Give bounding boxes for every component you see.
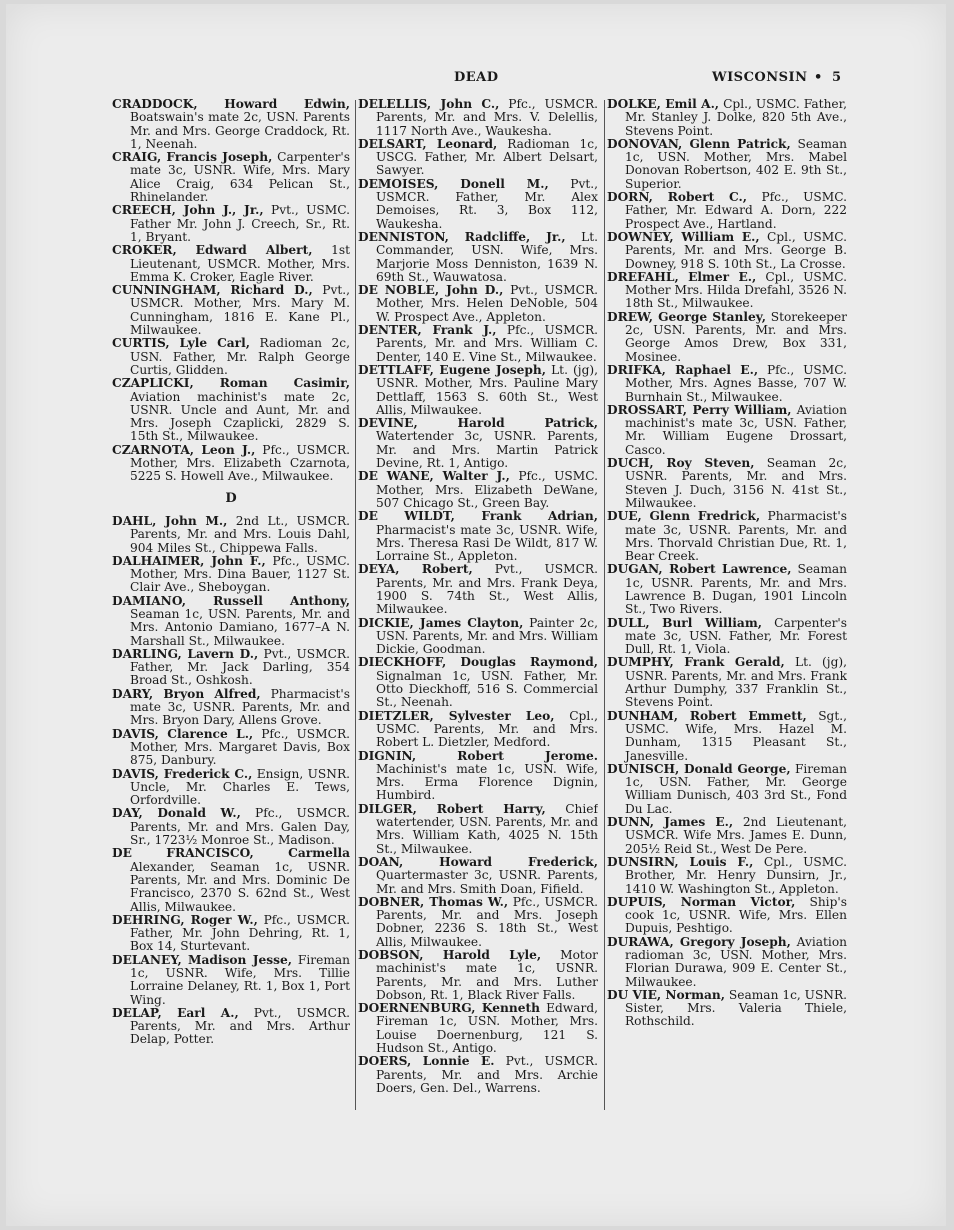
casualty-entry	[607, 457, 847, 510]
casualty-details: Ensign, USNR. Uncle, Mr. Charles E. Tews, Orfordville.	[130, 766, 350, 808]
casualty-name: CZARNOTA, Leon J.,	[112, 442, 256, 457]
casualty-entry	[358, 231, 598, 284]
casualty-entry	[607, 191, 847, 231]
casualty-details: Pfc., USMC. Mother, Mrs. Elizabeth DeWane, 507 Chicago St., Green Bay.	[376, 469, 598, 510]
casualty-name: DEYA, Robert,	[358, 562, 473, 577]
casualty-entry	[358, 1055, 598, 1095]
casualty-name: DIECKHOFF, Douglas Raymond,	[358, 655, 598, 670]
casualty-name: DREFAHL, Elmer E.,	[607, 269, 757, 284]
casualty-name: DE WANE, Walter J.,	[358, 469, 510, 484]
casualty-entry	[607, 231, 847, 271]
casualty-name: DELELLIS, John C.,	[358, 98, 500, 111]
casualty-name: DOERS, Lonnie E.	[358, 1054, 495, 1069]
casualty-name: DELSART, Leonard,	[358, 136, 498, 151]
casualty-entry	[112, 688, 350, 728]
casualty-details: Pfc., USMC. Mother, Mrs. Dina Bauer, 1127 St. Clair Ave., Sheboygan.	[130, 553, 350, 595]
casualty-name: CRAIG, Francis Joseph,	[112, 150, 273, 165]
casualty-entry	[112, 151, 350, 204]
casualty-details: Machinist's mate 1c, USN. Wife, Mrs. Erma Florence Dignin, Humbird.	[376, 761, 598, 803]
casualty-entry	[358, 656, 598, 709]
casualty-name: DENNISTON, Radcliffe, Jr.,	[358, 229, 566, 244]
casualty-entry	[358, 284, 598, 324]
casualty-entry	[358, 510, 598, 563]
casualty-name: CREECH, John J., Jr.,	[112, 203, 264, 218]
page-number: 5	[832, 70, 842, 85]
casualty-details: Aviation machinist's mate 2c, USNR. Uncle and Aunt, Mr. and Mrs. Joseph Czaplicki, 2829 S. 15th St., Milwaukee.	[130, 389, 350, 444]
casualty-name: DOLKE, Emil A.,	[607, 98, 720, 111]
casualty-entry	[607, 936, 847, 989]
casualty-name: DE FRANCISCO, Carmella	[112, 846, 350, 861]
casualty-details: Seaman 1c, USNR. Parents, Mr. and Mrs. Lawrence B. Dugan, 1901 Lincoln St., Two Rivers.	[625, 562, 847, 617]
casualty-details: Pvt., USMC. Father Mr. John J. Creech, Sr., Rt. 1, Bryant.	[130, 203, 350, 244]
casualty-name: DIGNIN, Robert Jerome.	[358, 748, 598, 763]
casualty-entry	[112, 444, 350, 484]
casualty-entry	[358, 417, 598, 470]
casualty-entry	[607, 510, 847, 563]
casualty-entry	[607, 98, 847, 138]
casualty-details: Carpenter's mate 3c, USN. Father, Mr. Forest Dull, Rt. 1, Viola.	[625, 615, 847, 657]
casualty-details: Pharmacist's mate 3c, USNR. Parents, Mr. and Mrs. Bryon Dary, Allens Grove.	[130, 686, 350, 728]
casualty-entry	[358, 803, 598, 856]
casualty-name: DAMIANO, Russell Anthony,	[112, 593, 350, 608]
bullet-separator: •	[814, 70, 823, 85]
casualty-details: 2nd Lieutenant, USMCR. Wife Mrs. James E. Dunn, 205½ Reid St., West De Pere.	[625, 815, 847, 856]
casualty-entry	[358, 856, 598, 896]
casualty-entry	[358, 470, 598, 510]
casualty-details: Boatswain's mate 2c, USN. Parents Mr. and Mrs. George Craddock, Rt. 1, Neenah.	[130, 110, 350, 151]
casualty-entry	[358, 138, 598, 178]
casualty-entry	[607, 816, 847, 856]
casualty-name: DARLING, Lavern D.,	[112, 646, 259, 661]
casualty-entry	[112, 954, 350, 1007]
casualty-name: DUCH, Roy Steven,	[607, 456, 755, 471]
casualty-entry	[112, 284, 350, 337]
casualty-details: Pfc., USMCR. Parents, Mr. and Mrs. Joseph Dobner, 2236 S. 18th St., West Allis, Milwaukee.	[376, 894, 598, 949]
casualty-entry	[112, 595, 350, 648]
casualty-entry	[112, 98, 350, 151]
casualty-entry	[358, 98, 598, 138]
casualty-details: Lt. (jg), USNR. Mother, Mrs. Pauline Mary Dettlaff, 1563 S. 60th St., West Allis, Milwaukee.	[376, 362, 598, 417]
casualty-details: Aviation radioman 3c, USN. Mother, Mrs. Florian Durawa, 909 E. Center St., Milwaukee.	[625, 934, 847, 989]
casualty-entry	[607, 856, 847, 896]
casualty-entry	[607, 617, 847, 657]
casualty-name: DUNHAM, Robert Emmett,	[607, 708, 807, 723]
casualty-name: DEMOISES, Donell M.,	[358, 176, 549, 191]
casualty-entry	[358, 710, 598, 750]
casualty-details: Fireman 1c, USNR. Wife, Mrs. Tillie Lorraine Delaney, Rt. 1, Box 1, Port Wing.	[130, 952, 350, 1007]
casualty-entry	[358, 324, 598, 364]
casualty-name: DRIFKA, Raphael E.,	[607, 362, 759, 377]
casualty-name: DROSSART, Perry William,	[607, 402, 792, 417]
casualty-entry	[112, 244, 350, 284]
casualty-name: DU VIE, Norman,	[607, 987, 726, 1002]
casualty-details: Watertender 3c, USNR. Parents, Mr. and Mrs. Martin Patrick Devine, Rt. 1, Antigo.	[376, 429, 598, 471]
casualty-entry	[607, 563, 847, 616]
casualty-details: Lt. (jg), USNR. Parents, Mr. and Mrs. Frank Arthur Dumphy, 337 Franklin St., Stevens Point.	[625, 655, 847, 710]
column-divider	[604, 100, 605, 1110]
casualty-details: Pharmacist's mate 3c, USNR. Parents, Mr. and Mrs. Thorvald Christian Due, Rt. 1, Bear Creek.	[625, 509, 847, 564]
casualty-name: DEVINE, Harold Patrick,	[358, 416, 598, 431]
casualty-entry	[112, 847, 350, 913]
casualty-entry	[112, 555, 350, 595]
casualty-name: DICKIE, James Clayton,	[358, 615, 524, 630]
casualty-details: Lt. Commander, USN. Wife, Mrs. Marjorie Moss Denniston, 1639 N. 69th St., Wauwatosa.	[376, 229, 598, 284]
casualty-name: DE NOBLE, John D.,	[358, 283, 504, 298]
casualty-entry	[112, 515, 350, 555]
casualty-details: Painter 2c, USN. Parents, Mr. and Mrs. William Dickie, Goodman.	[376, 615, 598, 657]
document-page	[6, 4, 946, 1226]
casualty-details: Seaman 2c, USNR. Parents, Mr. and Mrs. Steven J. Duch, 3156 N. 41st St., Milwaukee.	[625, 456, 847, 510]
casualty-name: DURAWA, Gregory Joseph,	[607, 934, 791, 949]
casualty-name: DUGAN, Robert Lawrence,	[607, 562, 792, 577]
casualty-entry	[112, 768, 350, 808]
casualty-details: Pvt., USMCR. Father, Mr. Jack Darling, 354 Broad St., Oshkosh.	[130, 646, 350, 688]
casualty-details: Ship's cook 1c, USNR. Wife, Mrs. Ellen Dupuis, Peshtigo.	[625, 894, 847, 936]
casualty-details: Sgt., USMC. Wife, Mrs. Hazel M. Dunham, 1315 Pleasant St., Janesville.	[625, 708, 847, 763]
casualty-entry	[607, 404, 847, 457]
casualty-entry	[358, 949, 598, 1002]
casualty-entry	[112, 728, 350, 768]
casualty-name: DOERNENBURG, Kenneth	[358, 1001, 540, 1016]
page-header	[6, 70, 946, 90]
casualty-details: Pfc., USMCR. Mother, Mrs. Margaret Davis, Box 875, Danbury.	[130, 726, 350, 768]
casualty-entry	[358, 178, 598, 231]
casualty-entry	[607, 311, 847, 364]
casualty-name: DENTER, Frank J.,	[358, 323, 497, 338]
casualty-details: Cpl., USMC. Parents, Mr. and Mrs. George B. Downey, 918 S. 10th St., La Crosse.	[625, 229, 847, 271]
casualty-entry	[112, 807, 350, 847]
casualty-name: DUNSIRN, Louis F.,	[607, 854, 754, 869]
casualty-details: Seaman 1c, USN. Mother, Mrs. Mabel Donovan Robertson, 402 E. 9th St., Superior.	[625, 136, 847, 191]
casualty-entry	[358, 896, 598, 949]
casualty-entry	[112, 648, 350, 688]
casualty-name: DIETZLER, Sylvester Leo,	[358, 708, 555, 723]
casualty-name: DUMPHY, Frank Gerald,	[607, 655, 785, 670]
casualty-entry	[112, 1007, 350, 1047]
casualty-name: CROKER, Edward Albert,	[112, 243, 313, 258]
casualty-details: 2nd Lt., USMCR. Parents, Mr. and Mrs. Louis Dahl, 904 Miles St., Chippewa Falls.	[130, 513, 350, 555]
casualty-entry	[358, 750, 598, 803]
casualty-details: Radioman 2c, USN. Father, Mr. Ralph George Curtis, Glidden.	[130, 336, 350, 377]
casualty-name: DOBNER, Thomas W.,	[358, 894, 509, 909]
casualty-entry	[112, 377, 350, 443]
casualty-name: DAVIS, Frederick C.,	[112, 766, 253, 781]
casualty-name: DORN, Robert C.,	[607, 190, 748, 205]
casualty-details: Pvt., USMCR. Father, Mr. Alex Demoises, Rt. 3, Box 112, Waukesha.	[376, 176, 598, 231]
casualty-details: Chief watertender, USN. Parents, Mr. and Mrs. William Kath, 4025 N. 15th St., Milwaukee.	[376, 801, 598, 856]
column-2	[358, 98, 598, 1114]
casualty-name: DARY, Bryon Alfred,	[112, 686, 261, 701]
casualty-details: Pvt., USMCR. Mother, Mrs. Mary M. Cunningham, 1816 E. Kane Pl., Milwaukee.	[130, 283, 350, 338]
casualty-entry	[112, 337, 350, 377]
casualty-name: DAVIS, Clarence L.,	[112, 726, 254, 741]
casualty-name: CURTIS, Lyle Carl,	[112, 336, 250, 351]
casualty-name: CRADDOCK, Howard Edwin,	[112, 98, 350, 111]
casualty-details: Quartermaster 3c, USNR. Parents, Mr. and Mrs. Smith Doan, Fifield.	[376, 868, 598, 896]
casualty-details: Cpl., USMC. Parents, Mr. and Mrs. Robert L. Dietzler, Medford.	[376, 708, 598, 750]
casualty-name: DOAN, Howard Frederick,	[358, 854, 598, 869]
casualty-entry	[112, 914, 350, 954]
casualty-name: DAY, Donald W.,	[112, 806, 241, 821]
casualty-details: Seaman 1c, USN. Parents, Mr. and Mrs. Antonio Damiano, 1677–A N. Marshall St., Milwaukee.	[130, 606, 350, 648]
casualty-details: Pfc., USMCR. Parents, Mr. and Mrs. V. Delellis, 1117 North Ave., Waukesha.	[376, 98, 598, 138]
casualty-details: Cpl., USMC. Father, Mr. Stanley J. Dolke, 820 5th Ave., Stevens Point.	[625, 98, 847, 138]
casualty-name: DE WILDT, Frank Adrian,	[358, 509, 598, 524]
casualty-details: Cpl., USMC. Brother, Mr. Henry Dunsirn, Jr., 1410 W. Washington St., Appleton.	[625, 854, 847, 896]
casualty-name: DONOVAN, Glenn Patrick,	[607, 136, 791, 151]
casualty-details: Pharmacist's mate 3c, USNR. Wife, Mrs. Theresa Rasi De Wildt, 817 W. Lorraine St., Appleton.	[376, 522, 598, 564]
state-name: WISCONSIN	[712, 70, 808, 85]
section-letter: D	[225, 490, 237, 506]
casualty-entry	[358, 364, 598, 417]
casualty-entry	[112, 204, 350, 244]
casualty-name: DUE, Glenn Fredrick,	[607, 509, 761, 524]
casualty-name: DUNISCH, Donald George,	[607, 761, 791, 776]
casualty-details: Pfc., USMC. Mother, Mrs. Agnes Basse, 707 W. Burnhain St., Milwaukee.	[625, 362, 847, 404]
casualty-details: Radioman 1c, USCG. Father, Mr. Albert Delsart, Sawyer.	[376, 136, 598, 178]
casualty-details: Fireman 1c, USN. Father, Mr. George William Dunisch, 403 3rd St., Fond Du Lac.	[625, 761, 847, 816]
casualty-details: Pvt., USMCR. Parents, Mr. and Mrs. Frank Deya, 1900 S. 74th St., West Allis, Milwaukee.	[376, 562, 598, 617]
page-title: DEAD	[454, 70, 499, 85]
casualty-details: Pfc., USMCR. Parents, Mr. and Mrs. William C. Denter, 140 E. Vine St., Milwaukee.	[376, 323, 598, 364]
casualty-details: Carpenter's mate 3c, USNR. Wife, Mrs. Mary Alice Craig, 634 Pelican St., Rhinelander.	[130, 150, 350, 205]
casualty-name: CUNNINGHAM, Richard D.,	[112, 283, 313, 298]
casualty-details: 1st Lieutenant, USMCR. Mother, Mrs. Emma K. Croker, Eagle River.	[130, 243, 350, 284]
casualty-details: Seaman 1c, USNR. Sister, Mrs. Valeria Thiele, Rothschild.	[625, 987, 847, 1029]
casualty-name: DELANEY, Madison Jesse,	[112, 952, 292, 967]
casualty-entry	[607, 271, 847, 311]
casualty-details: Pfc., USMCR. Father, Mr. John Dehring, Rt. 1, Box 14, Sturtevant.	[130, 912, 350, 954]
casualty-details: Signalman 1c, USN. Father, Mr. Otto Dieckhoff, 516 S. Commercial St., Neenah.	[376, 668, 598, 710]
casualty-details: Pvt., USMCR. Parents, Mr. and Mrs. Archie Doers, Gen. Del., Warrens.	[376, 1054, 598, 1095]
casualty-name: DOBSON, Harold Lyle,	[358, 948, 542, 962]
casualty-entry	[607, 896, 847, 936]
casualty-details: Motor machinist's mate 1c, USNR. Parents, Mr. and Mrs. Luther Dobson, Rt. 1, Black River Falls.	[376, 948, 598, 1002]
casualty-details: Aviation machinist's mate 3c, USN. Father, Mr. William Eugene Drossart, Casco.	[625, 402, 847, 457]
casualty-details: Pfc., USMC. Father, Mr. Edward A. Dorn, 222 Prospect Ave., Hartland.	[625, 190, 847, 231]
casualty-name: DUPUIS, Norman Victor,	[607, 894, 796, 909]
casualty-details: Pfc., USMCR. Mother, Mrs. Elizabeth Czarnota, 5225 S. Howell Ave., Milwaukee.	[130, 442, 350, 484]
casualty-name: DREW, George Stanley,	[607, 309, 766, 324]
casualty-entry	[358, 1002, 598, 1055]
casualty-details: Pvt., USMCR. Mother, Mrs. Helen DeNoble, 504 W. Prospect Ave., Appleton.	[376, 283, 598, 324]
casualty-name: DEHRING, Roger W.,	[112, 912, 258, 927]
casualty-name: DOWNEY, William E.,	[607, 229, 760, 244]
casualty-name: CZAPLICKI, Roman Casimir,	[112, 376, 350, 391]
casualty-name: DELAP, Earl A.,	[112, 1005, 239, 1020]
casualty-entry	[607, 710, 847, 763]
casualty-entry	[607, 763, 847, 816]
casualty-details: Alexander, Seaman 1c, USNR. Parents, Mr. and Mrs. Dominic De Francisco, 2370 S. 62nd St., West Allis, Milwaukee.	[130, 859, 350, 914]
casualty-entry	[607, 989, 847, 1029]
casualty-details: Edward, Fireman 1c, USN. Mother, Mrs. Louise Doernenburg, 121 S. Hudson St., Antigo.	[376, 1001, 598, 1056]
column-divider	[355, 100, 356, 1110]
casualty-entry	[607, 656, 847, 709]
casualty-name: DUNN, James E.,	[607, 815, 734, 830]
casualty-name: DALHAIMER, John F.,	[112, 553, 266, 568]
casualty-entry	[358, 563, 598, 616]
column-1	[112, 98, 350, 1114]
column-3	[607, 98, 847, 1114]
casualty-entry	[358, 617, 598, 657]
casualty-name: DULL, Burl William,	[607, 615, 762, 630]
casualty-details: Cpl., USMC. Mother Mrs. Hilda Drefahl, 3526 N. 18th St., Milwaukee.	[625, 269, 847, 311]
casualty-name: DETTLAFF, Eugene Joseph,	[358, 362, 546, 377]
casualty-details: Pvt., USMCR. Parents, Mr. and Mrs. Arthur Delap, Potter.	[130, 1005, 350, 1047]
casualty-details: Pfc., USMCR. Parents, Mr. and Mrs. Galen Day, Sr., 1723½ Monroe St., Madison.	[130, 806, 350, 848]
casualty-entry	[607, 138, 847, 191]
casualty-details: Storekeeper 2c, USN. Parents, Mr. and Mrs. George Amos Drew, Box 331, Mosinee.	[625, 309, 847, 364]
casualty-name: DAHL, John M.,	[112, 513, 228, 528]
casualty-name: DILGER, Robert Harry,	[358, 801, 546, 816]
casualty-entry	[607, 364, 847, 404]
